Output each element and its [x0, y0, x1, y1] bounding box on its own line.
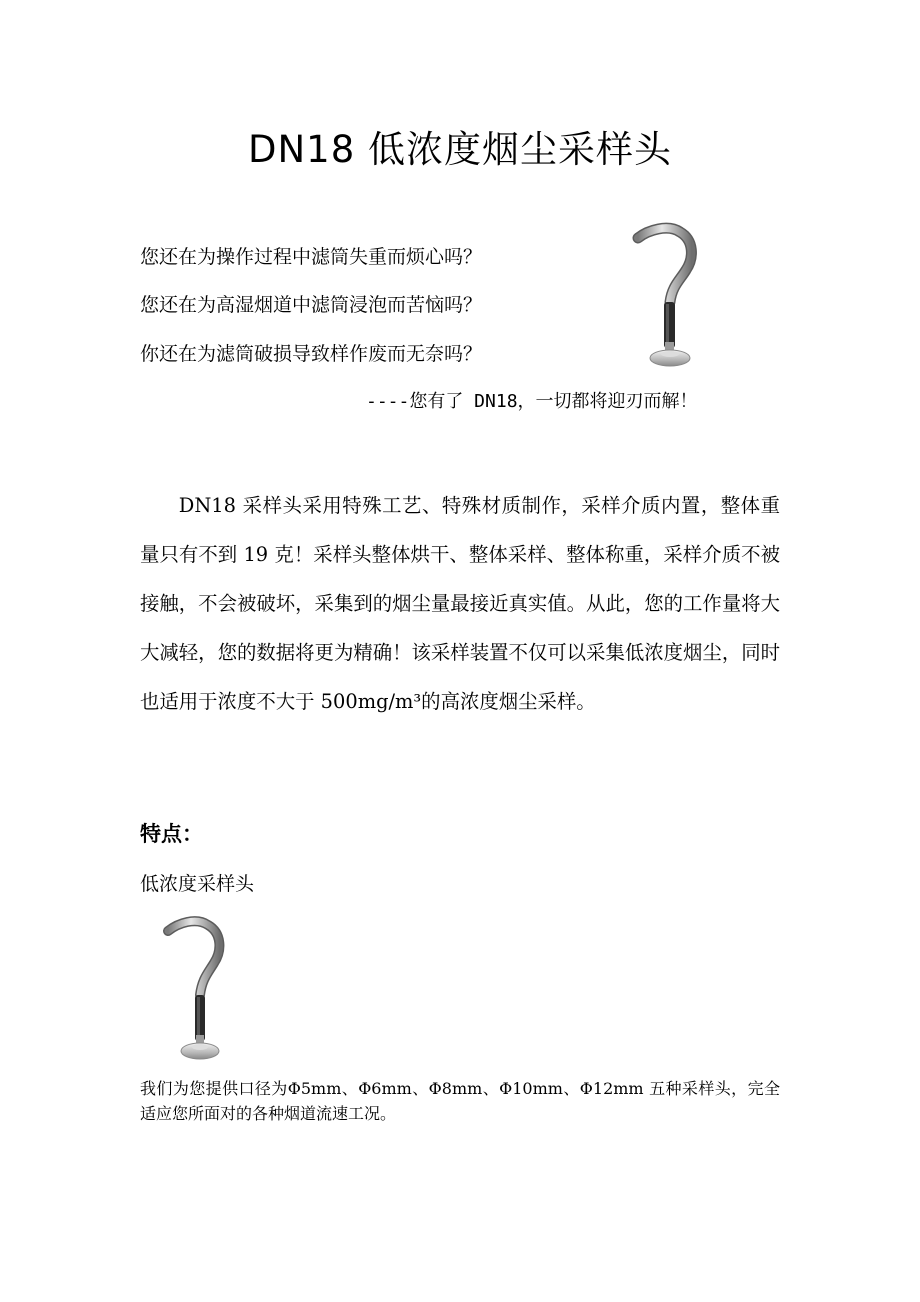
page-title: DN18 低浓度烟尘采样头 [247, 128, 672, 171]
question-line-2: 您还在为高湿烟道中滤筒浸泡而苦恼吗？ [140, 294, 483, 316]
sampling-probe-icon [160, 915, 234, 1063]
tagline: ----您有了 DN18，一切都将迎刃而解！ [366, 391, 698, 412]
sampling-probe-icon [628, 222, 708, 370]
features-heading: 特点： [140, 822, 203, 846]
features-subheading: 低浓度采样头 [140, 873, 255, 895]
question-line-3: 你还在为滤筒破损导致样作废而无奈吗？ [140, 343, 483, 365]
features-description: 我们为您提供口径为Φ5mm、Φ6mm、Φ8mm、Φ10mm、Φ12mm 五种采样头，完全适应您所面对的各种烟道流速工况。 [140, 1079, 780, 1123]
intro-paragraph: DN18 采样头采用特殊工艺、特殊材质制作，采样介质内置，整体重量只有不到 19 克！采样头整体烘干、整体采样、整体称重，采样介质不被接触，不会被破坏，采集到的烟尘量最接近真实值。从此，您的工作量将大大减轻，您的数据将更为精确！该采样装置不仅可以采集低浓度烟尘，同时也适用于浓度不大于 500mg/m³的高浓度烟尘采样。 [140, 494, 780, 713]
question-line-1: 您还在为操作过程中滤筒失重而烦心吗？ [140, 246, 483, 268]
